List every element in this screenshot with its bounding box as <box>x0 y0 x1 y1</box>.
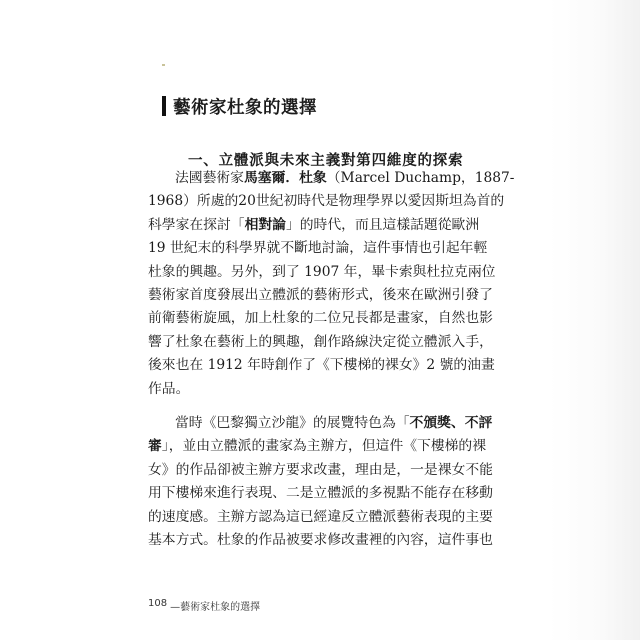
text-line: 法國藝術家馬塞爾．杜象（Marcel Duchamp，1887- <box>175 170 515 186</box>
text-line: 1968）所處的20世紀初時代是物理學界以愛因斯坦為首的 <box>148 193 505 210</box>
paragraph-2 <box>148 412 493 552</box>
text-line: 作品。 <box>148 380 190 397</box>
chapter-heading <box>162 96 317 116</box>
section-heading: 一、立體派與未來主義對第四維度的探索 <box>188 152 464 169</box>
page-footer <box>148 598 260 613</box>
text-line: 後來也在 1912 年時創作了《下樓梯的裸女》2 號的油畫 <box>148 357 495 374</box>
text-line: 前衛藝術旋風，加上杜象的二位兄長都是畫家，自然也影 <box>148 310 493 327</box>
text-line: 審」，並由立體派的畫家為主辦方，但這件《下樓梯的裸 <box>148 438 487 455</box>
bold-term: 相對論 <box>244 216 286 233</box>
text-line: 藝術家首度發展出立體派的藝術形式，後來在歐洲引發了 <box>148 286 493 303</box>
paragraph-1 <box>148 167 515 401</box>
text-line: 杜象的興趣。另外，到了 1907 年，畢卡索與杜拉克兩位 <box>148 263 496 280</box>
page-number: 108 <box>148 598 168 609</box>
text-line: 響了杜象在藝術上的興趣，創作路線決定從立體派入手， <box>148 333 493 350</box>
text-line: 的速度感。主辦方認為這已經違反立體派藝術表現的主要 <box>148 508 493 525</box>
bold-phrase: 不頒獎、不評 <box>409 415 493 431</box>
text-line: 基本方式。杜象的作品被要求修改畫裡的內容，這件事也 <box>148 531 493 548</box>
chapter-bar-marker <box>162 96 166 116</box>
page-edge-shadow <box>548 0 640 640</box>
chapter-title: 藝術家杜象的選擇 <box>173 97 317 118</box>
bold-phrase: 審 <box>148 438 162 455</box>
text-line: 科學家在探討「相對論」的時代，而且這樣話題從歐洲 <box>148 216 480 233</box>
bold-name: 馬塞爾．杜象 <box>243 170 327 186</box>
text-line: 用下樓梯來進行表現、二是立體派的多視點不能存在移動 <box>148 485 493 502</box>
text-line: 19 世紀末的科學界就不斷地討論，這件事情也引起年輕 <box>148 240 488 257</box>
text-line: 女》的作品卻被主辦方要求改畫，理由是，一是裸女不能 <box>148 461 493 478</box>
text-line: 當時《巴黎獨立沙龍》的展覽特色為「不頒獎、不評 <box>175 415 493 431</box>
decorative-mark <box>162 64 165 66</box>
running-head: —藝術家杜象的選擇 <box>170 602 261 613</box>
